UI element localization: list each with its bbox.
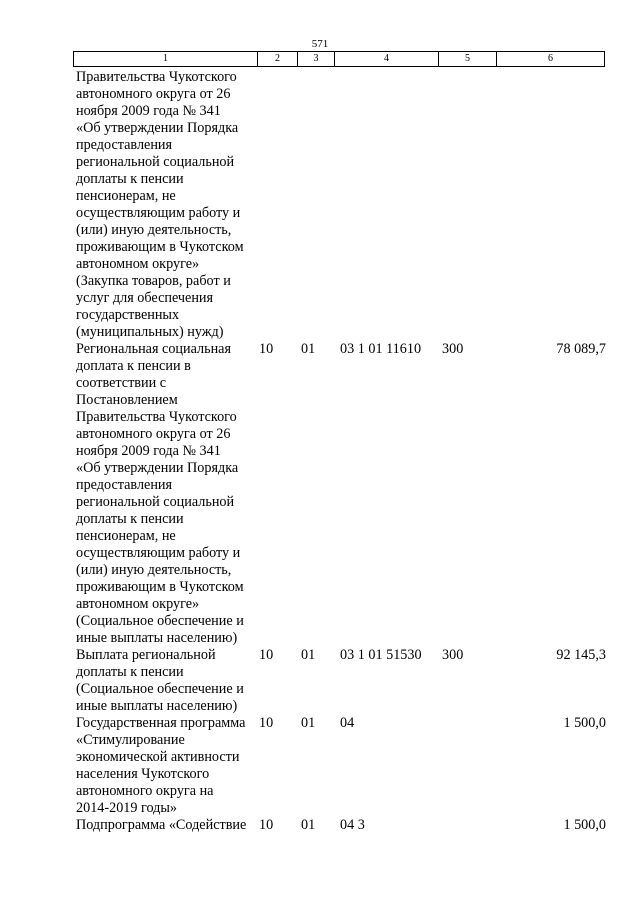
cell-section: 10	[259, 715, 274, 731]
cell-name: Подпрограмма «Содействие	[76, 817, 247, 833]
cell-section: 10	[259, 341, 274, 357]
cell-expense-type: 300	[442, 341, 464, 357]
cell-subsection: 01	[301, 647, 316, 663]
cell-subsection: 01	[301, 715, 316, 731]
table-row	[76, 647, 606, 715]
cell-subsection: 01	[301, 817, 316, 833]
header-col-5: 5	[439, 52, 497, 66]
cell-amount: 1 500,0	[563, 715, 606, 731]
table-row	[76, 69, 606, 341]
cell-expense-type: 300	[442, 647, 464, 663]
cell-target-article: 04 3	[340, 817, 365, 833]
cell-amount: 78 089,7	[556, 341, 606, 357]
header-col-4: 4	[335, 52, 439, 66]
header-col-1: 1	[74, 52, 258, 66]
table-row	[76, 817, 606, 834]
cell-amount: 1 500,0	[563, 817, 606, 833]
budget-table-body	[76, 69, 606, 834]
table-row	[76, 715, 606, 817]
cell-target-article: 04	[340, 715, 355, 731]
header-col-6: 6	[497, 52, 605, 66]
cell-name: Региональная социальная доплата к пенсии в соответствии с Постановлением Правительства Чукотского автономного округа от 26 ноября 2009 года № 341 «Об утверждении Порядка предоставления региональной социальной доплаты к пенсии пенсионерам, не осуществляющим работу и (или) иную деятельность, проживающим в Чукотском автономном округе» (Социальное обеспечение и иные выплаты населению)	[76, 341, 244, 646]
table-row	[76, 341, 606, 647]
cell-section: 10	[259, 647, 274, 663]
cell-target-article: 03 1 01 51530	[340, 647, 422, 663]
cell-name: Выплата региональной доплаты к пенсии (Социальное обеспечение и иные выплаты населению)	[76, 647, 244, 714]
cell-section: 10	[259, 817, 274, 833]
header-col-3: 3	[298, 52, 335, 66]
cell-amount: 92 145,3	[556, 647, 606, 663]
header-col-2: 2	[258, 52, 298, 66]
cell-target-article: 03 1 01 11610	[340, 341, 422, 357]
cell-name: Государственная программа «Стимулирование экономической активности населения Чукотского автономного округа на 2014-2019 годы»	[76, 715, 246, 816]
table-header-row	[73, 51, 605, 67]
cell-name: Правительства Чукотского автономного округа от 26 ноября 2009 года № 341 «Об утверждении Порядка предоставления региональной социальной доплаты к пенсии пенсионерам, не осуществляющим работу и (или) иную деятельность, проживающим в Чукотском автономном округе» (Закупка товаров, работ и услуг для обеспечения государственных (муниципальных) нужд)	[76, 69, 244, 340]
page-number: 571	[311, 38, 329, 50]
cell-subsection: 01	[301, 341, 316, 357]
